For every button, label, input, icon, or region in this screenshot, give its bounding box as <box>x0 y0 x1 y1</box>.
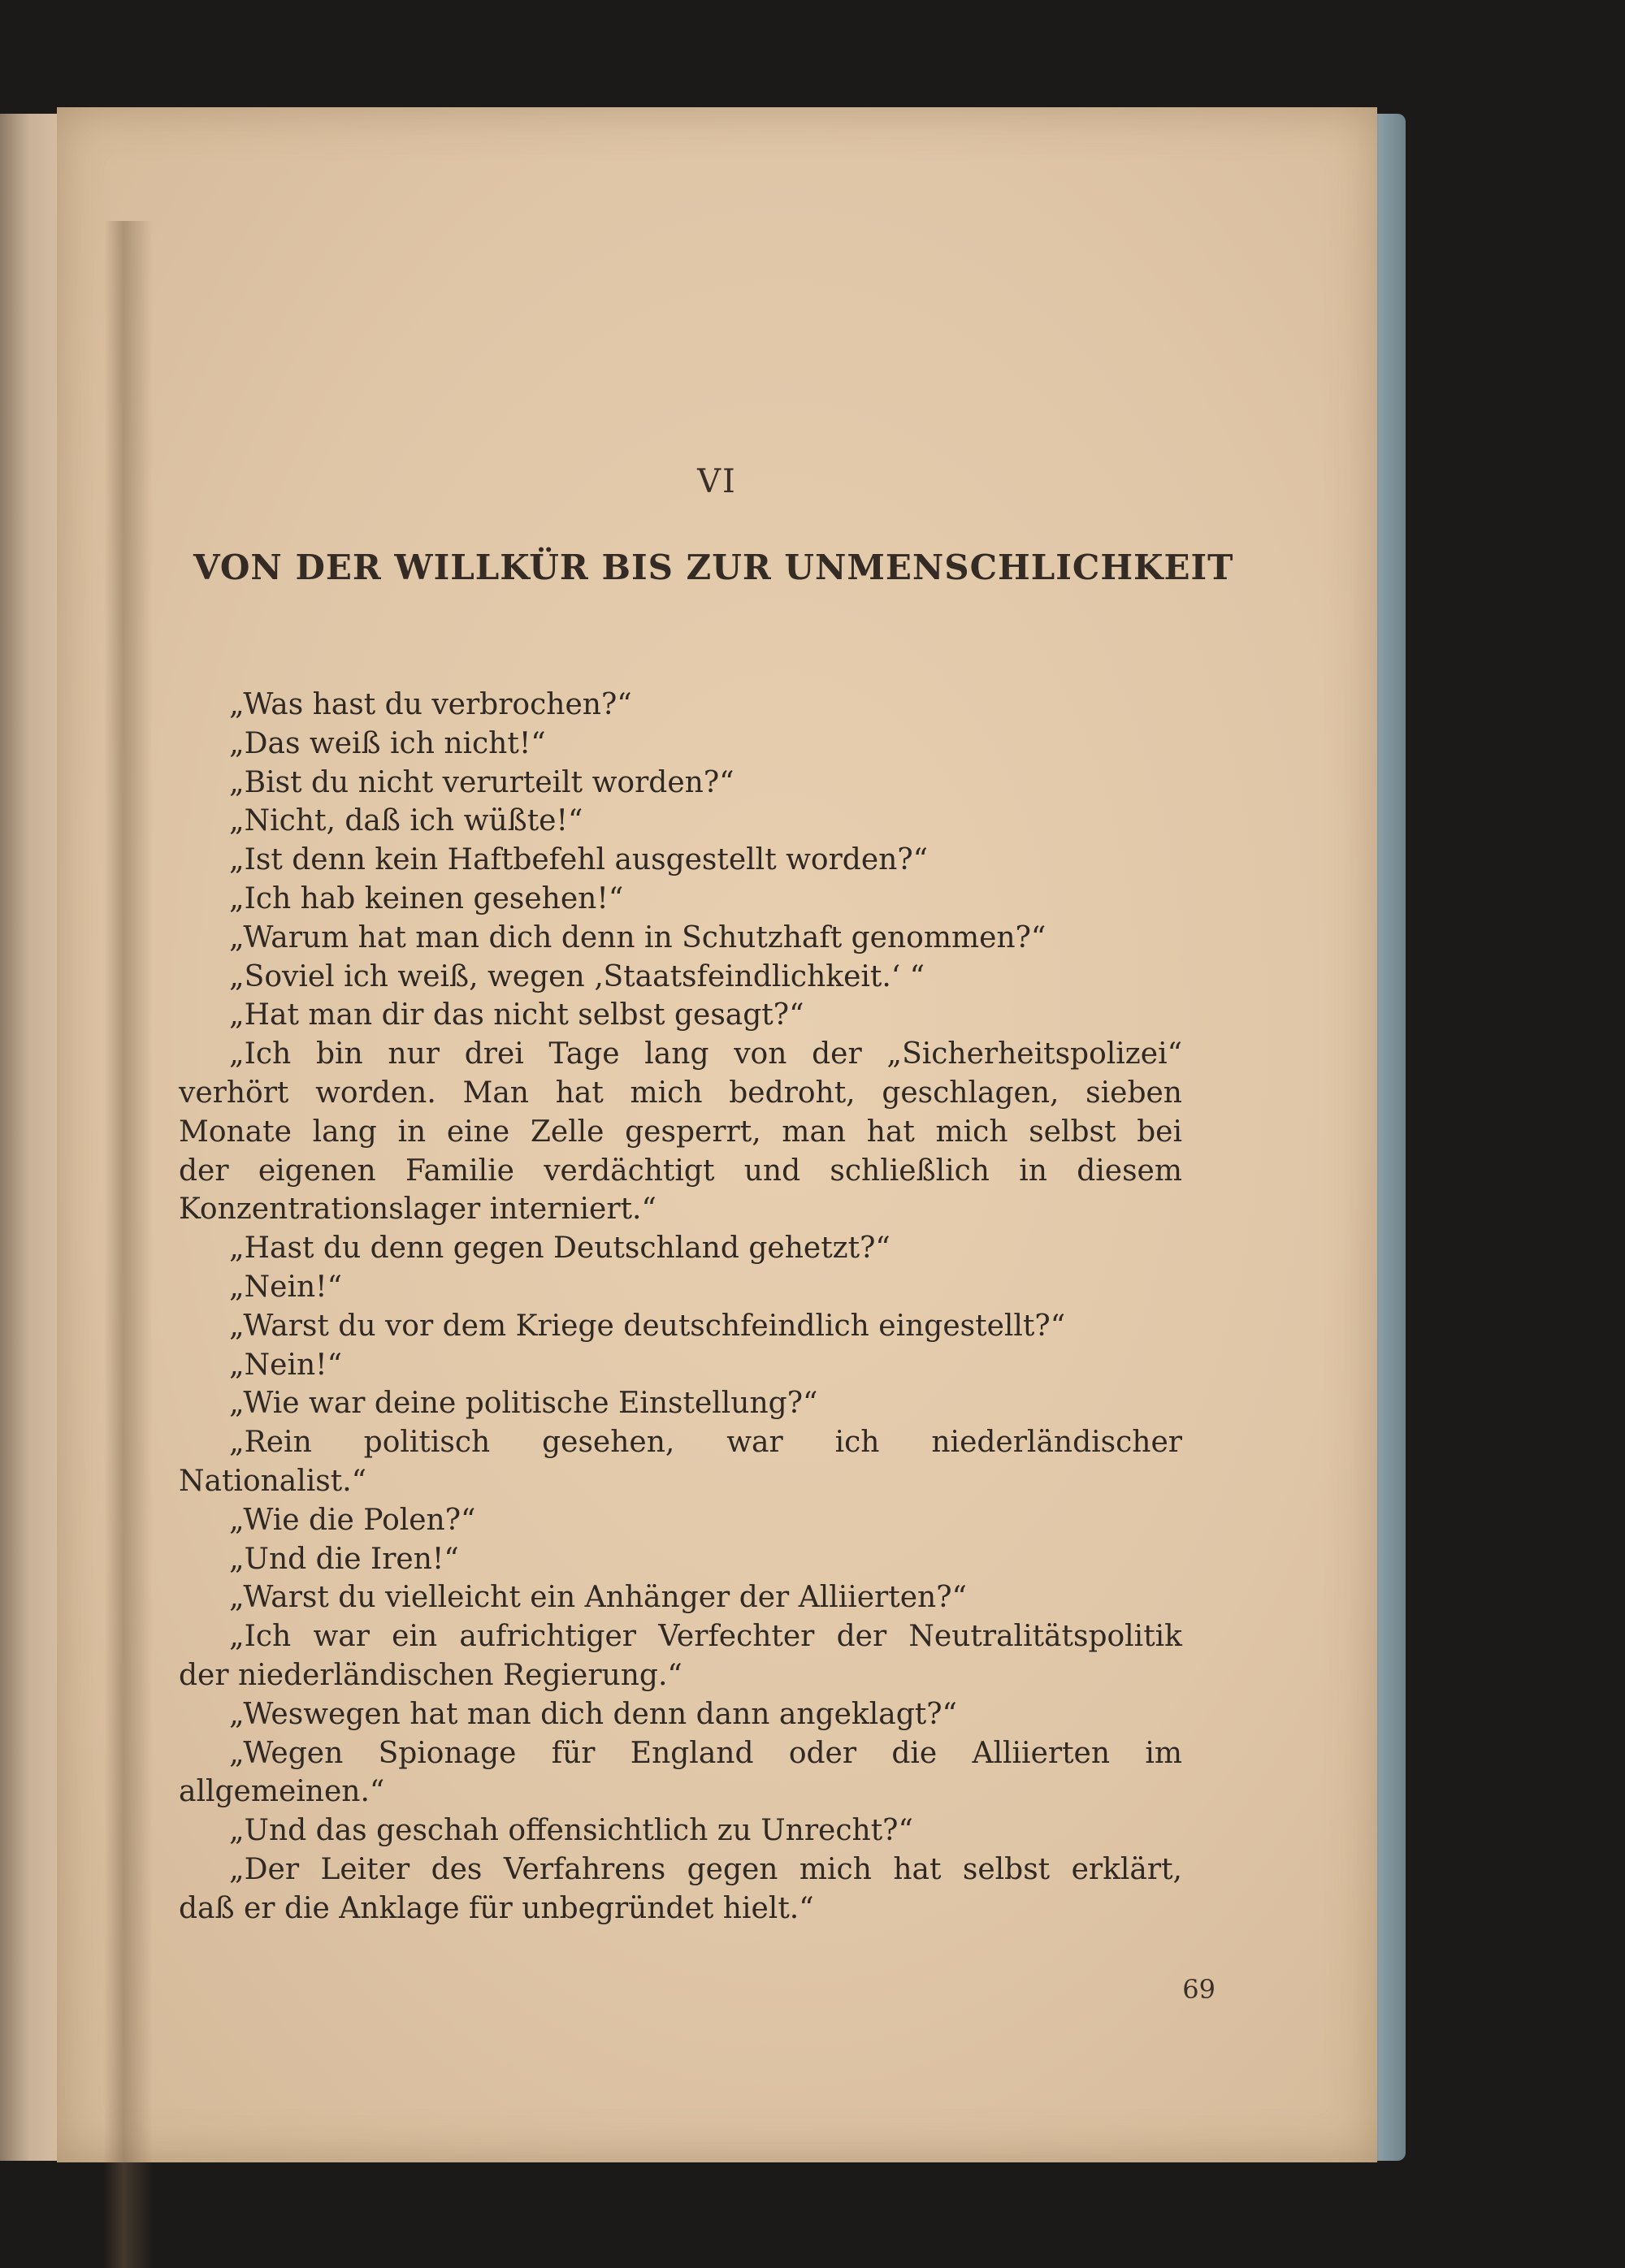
text-line: verhört worden. Man hat mich bedroht, geschlagen, sieben <box>179 1076 1182 1110</box>
text-line: „Wie war deine politische Einstellung?“ <box>229 1387 818 1421</box>
text-line: „Nein!“ <box>229 1348 343 1382</box>
text-line: „Ist denn kein Haftbefehl ausgestellt worden?“ <box>229 843 929 877</box>
chapter-number: VI <box>697 463 737 500</box>
page-gutter-shadow <box>104 221 153 2268</box>
text-line: „Und das geschah offensichtlich zu Unrecht?“ <box>229 1814 913 1848</box>
text-line: daß er die Anklage für unbegründet hielt.“ <box>179 1891 814 1925</box>
text-line: „Ich war ein aufrichtiger Verfechter der Neutralitätspolitik <box>229 1620 1182 1654</box>
text-line: „Und die Iren!“ <box>229 1542 459 1576</box>
text-line: „Der Leiter des Verfahrens gegen mich hat selbst erklärt, <box>229 1852 1182 1886</box>
text-line: „Warst du vor dem Kriege deutschfeindlich eingestellt?“ <box>229 1309 1066 1343</box>
text-line: „Ich hab keinen gesehen!“ <box>229 881 624 915</box>
text-line: Konzentrationslager interniert.“ <box>179 1192 656 1227</box>
text-line: „Nicht, daß ich wüßte!“ <box>229 804 583 838</box>
text-line: „Wie die Polen?“ <box>229 1503 476 1537</box>
text-line: Nationalist.“ <box>179 1464 367 1498</box>
text-line: „Was hast du verbrochen?“ <box>229 688 632 721</box>
text-line: „Weswegen hat man dich denn dann angeklagt?“ <box>229 1697 957 1731</box>
text-line: „Das weiß ich nicht!“ <box>229 726 546 760</box>
text-line: allgemeinen.“ <box>179 1775 385 1809</box>
text-line: Monate lang in eine Zelle gesperrt, man hat mich selbst bei <box>179 1115 1182 1149</box>
book-page <box>57 107 1377 2162</box>
text-line: „Ich bin nur drei Tage lang von der „Sicherheitspolizei“ <box>229 1037 1182 1071</box>
page-number: 69 <box>1182 1974 1216 2005</box>
text-line: „Nein!“ <box>229 1270 343 1304</box>
text-line: „Warum hat man dich denn in Schutzhaft genommen?“ <box>229 920 1046 954</box>
text-line: „Bist du nicht verurteilt worden?“ <box>229 765 734 799</box>
text-line: der eigenen Familie verdächtigt und schließlich in diesem <box>179 1153 1182 1188</box>
text-line: „Hat man dir das nicht selbst gesagt?“ <box>229 998 804 1032</box>
text-line: „Wegen Spionage für England oder die Alliierten im <box>229 1736 1182 1770</box>
text-line: „Rein politisch gesehen, war ich niederländischer <box>229 1426 1182 1460</box>
text-line: „Warst du vielleicht ein Anhänger der Alliierten?“ <box>229 1581 967 1615</box>
previous-page-edge <box>0 114 65 2161</box>
text-line: der niederländischen Regierung.“ <box>179 1658 682 1692</box>
dialogue-text <box>179 686 1182 1928</box>
text-line: „Soviel ich weiß, wegen ‚Staatsfeindlichkeit.‘ “ <box>229 959 925 993</box>
chapter-title: VON DER WILLKÜR BIS ZUR UNMENSCHLICHKEIT <box>193 548 1234 587</box>
text-line: „Hast du denn gegen Deutschland gehetzt?“ <box>229 1231 890 1266</box>
